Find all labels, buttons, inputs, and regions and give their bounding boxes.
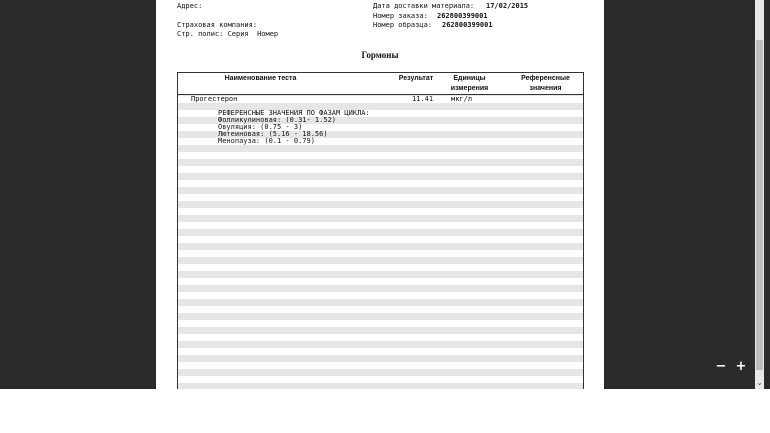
- scrollbar-thumb[interactable]: [756, 40, 763, 370]
- col-result-header: Результат: [398, 75, 434, 82]
- table-row-result: 11.41: [412, 95, 434, 103]
- table-header: [178, 73, 583, 95]
- address-label: Адрес:: [177, 2, 203, 10]
- col-test-header: Наименование теста: [224, 75, 297, 82]
- zoom-out-button[interactable]: −: [715, 359, 727, 374]
- note-line: Овуляция: (0.75 - 3): [218, 123, 303, 131]
- insurance-label: Страховая компания:: [177, 21, 258, 29]
- col-ref-header-2: значения: [529, 85, 562, 92]
- col-ref-header-1: Референсные: [521, 75, 570, 82]
- note-line: РЕФЕРЕНСНЫЕ ЗНАЧЕНИЯ ПО ФАЗАМ ЦИКЛА:: [218, 109, 370, 117]
- table-row-units: мкг/л: [451, 95, 473, 103]
- sample-number-value: 262800399001: [442, 21, 493, 29]
- note-line: Лютеиновая: (5.16 - 18.56): [218, 130, 328, 138]
- order-number-value: 262800399001: [437, 12, 488, 20]
- document-page: [156, 0, 604, 389]
- order-number-label: Номер заказа:: [373, 12, 428, 20]
- note-line: Менопауза: (0.1 - 0.79): [218, 137, 315, 145]
- scroll-down-icon[interactable]: ⌄: [756, 378, 763, 387]
- col-units-header-1: Единицы: [453, 75, 486, 82]
- section-title: Гормоны: [361, 50, 399, 60]
- bottom-blank-area: [0, 389, 770, 433]
- sample-number-label: Номер образца:: [373, 21, 433, 29]
- policy-label: Стр. полис: Серия Номер: [177, 30, 279, 38]
- delivery-date-label: Дата доставки материала:: [373, 2, 475, 10]
- vertical-scrollbar[interactable]: [755, 0, 764, 389]
- col-units-header-2: измерения: [450, 85, 489, 92]
- zoom-in-button[interactable]: +: [735, 359, 747, 374]
- delivery-date-value: 17/02/2015: [486, 2, 529, 10]
- results-table: [177, 72, 584, 389]
- table-row-test: Прогестерон: [191, 95, 238, 103]
- note-line: Фолликулиновая: (0.31- 1.52): [218, 116, 337, 124]
